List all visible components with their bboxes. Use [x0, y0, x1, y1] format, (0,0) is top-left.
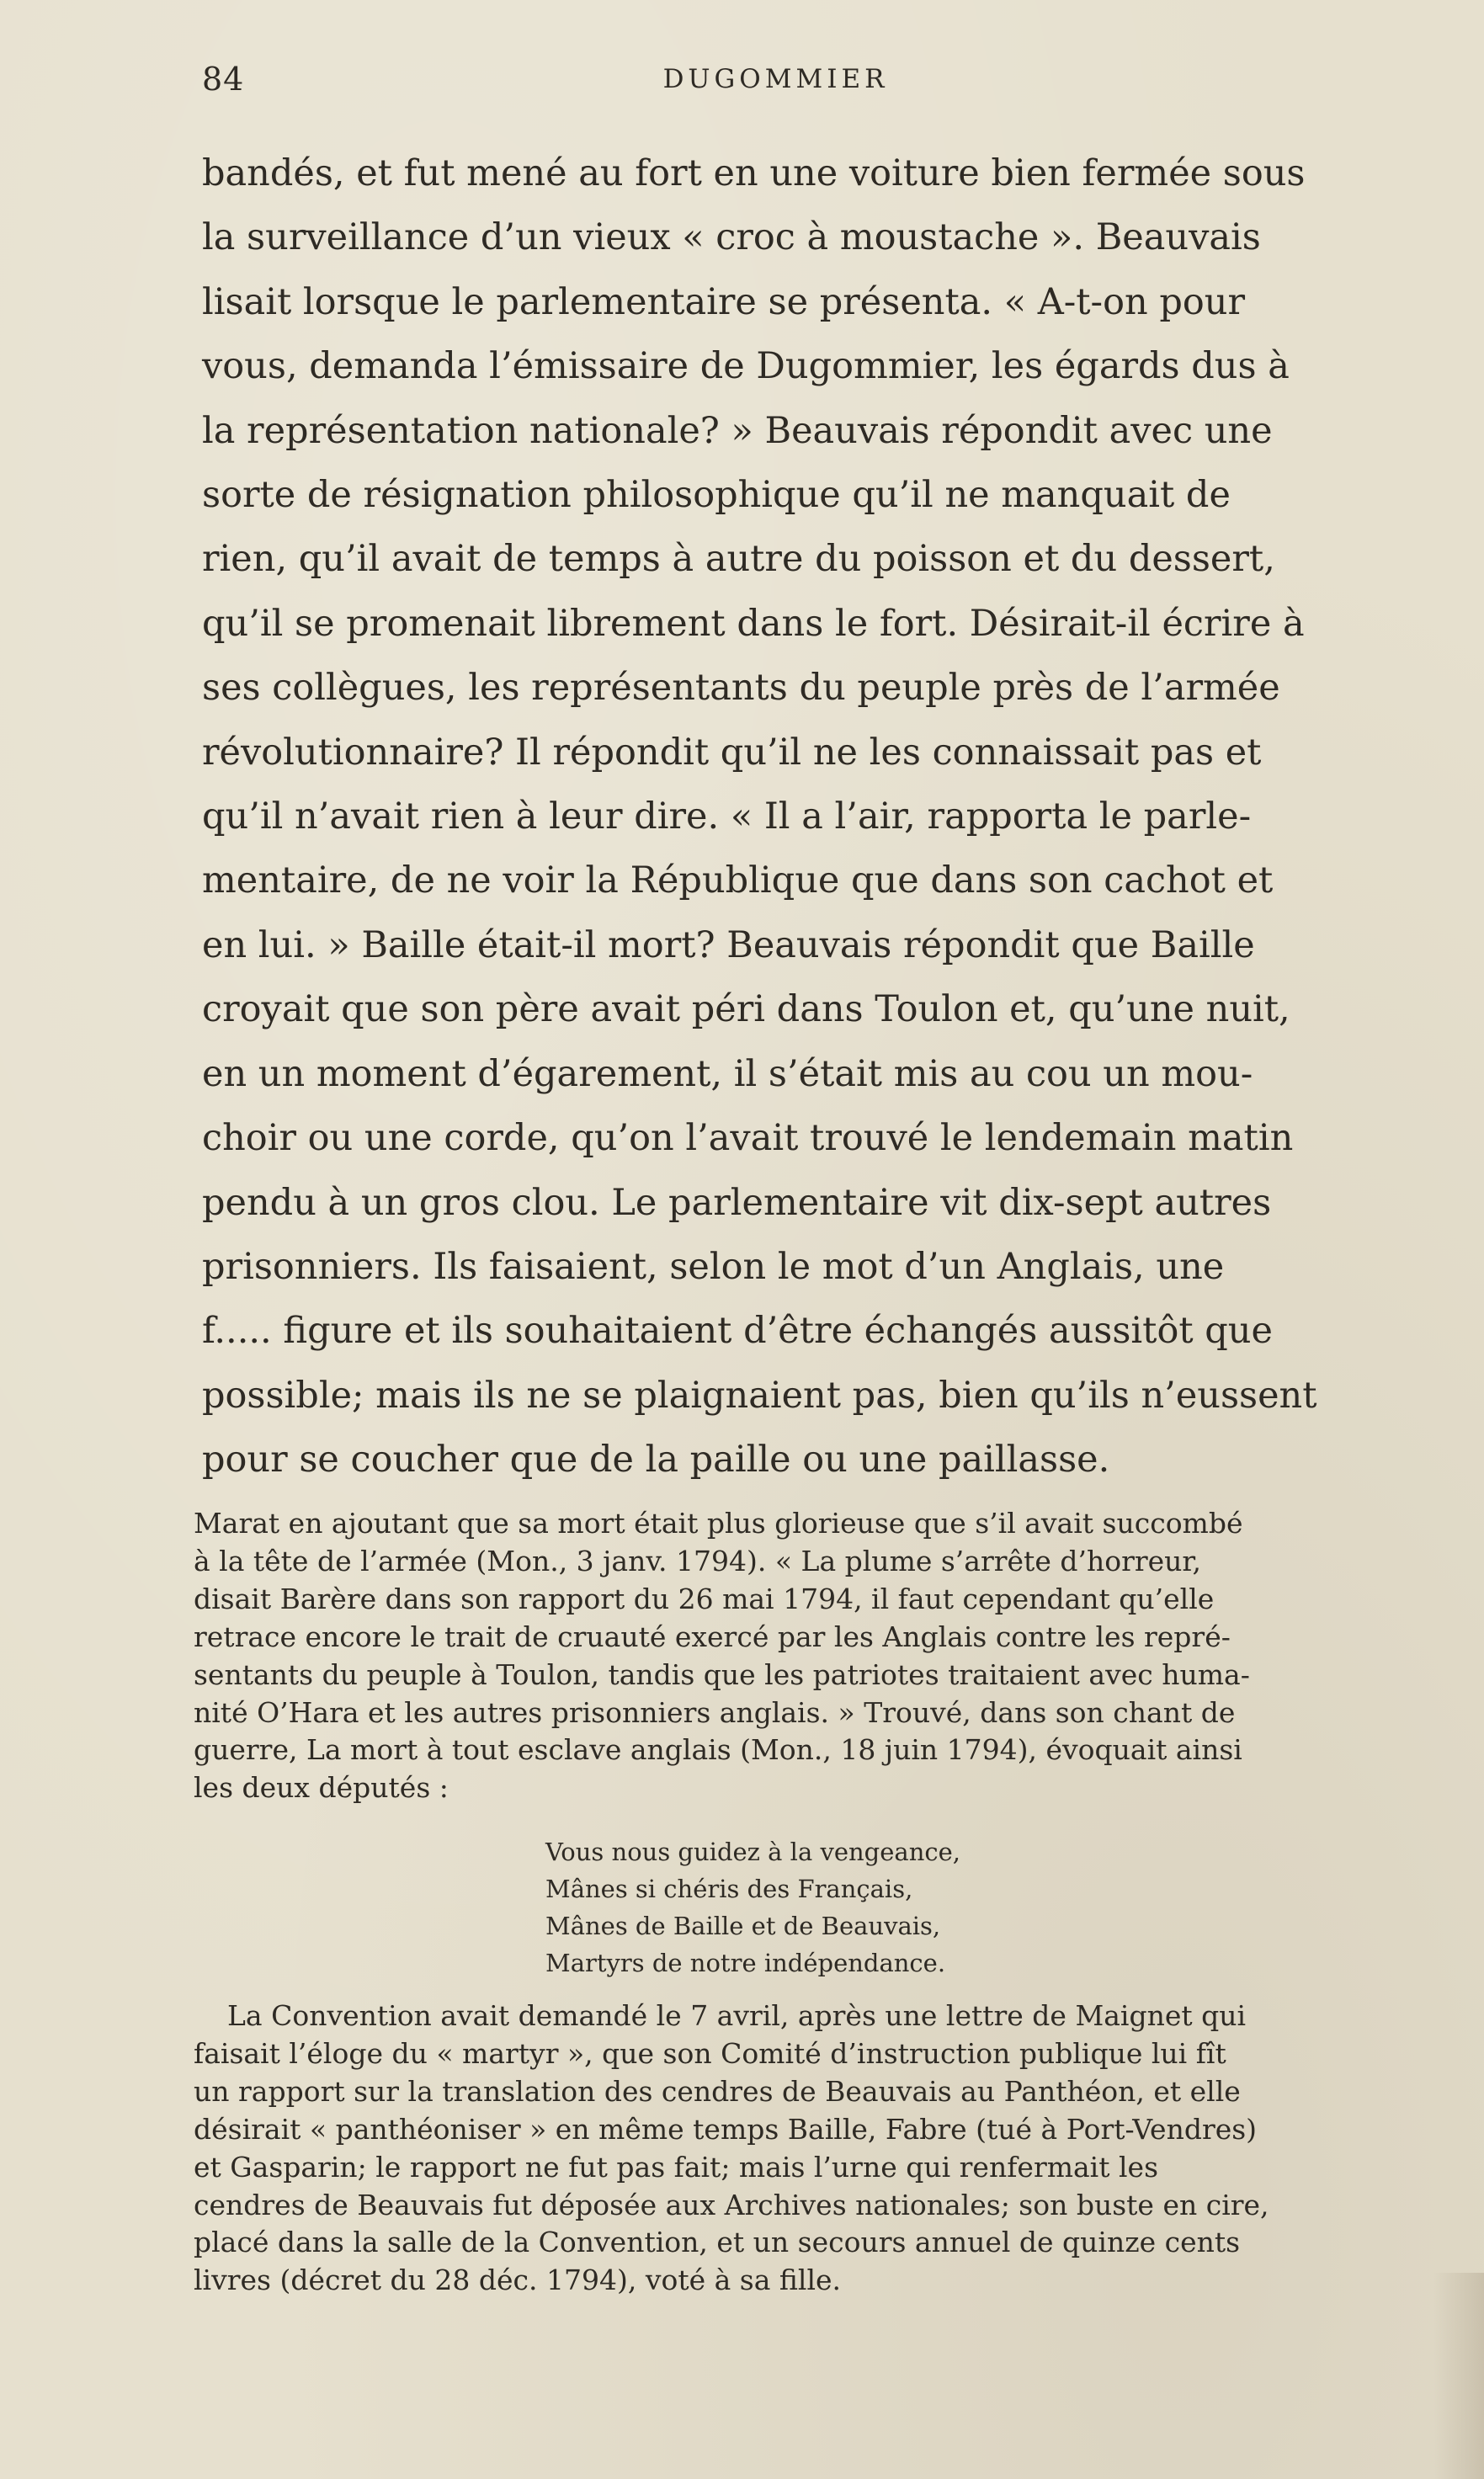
verse-line: Vous nous guidez à la vengeance,: [545, 1838, 960, 1866]
running-title: DUGOMMIER: [662, 64, 889, 94]
body-line: qu’il n’avait rien à leur dire. « Il a l’air, rapporta le parle-: [202, 795, 1252, 838]
body-line: sorte de résignation philosophique qu’il ne manquait de: [202, 474, 1231, 517]
footnote-line: les deux députés :: [194, 1771, 449, 1805]
body-line: la surveillance d’un vieux « croc à moustache ». Beauvais: [202, 216, 1261, 259]
running-head: [202, 61, 1257, 103]
footnote: [194, 1505, 1465, 1807]
page-number: 84: [202, 61, 245, 98]
body-line: f..... figure et ils souhaitaient d’être échangés aussitôt que: [202, 1310, 1273, 1353]
body-line: en lui. » Baille était-il mort? Beauvais répondit que Baille: [202, 923, 1255, 966]
continuation-line: et Gasparin; le rapport ne fut pas fait; mais l’urne qui renfermait les: [194, 2150, 1159, 2184]
body-line: pendu à un gros clou. Le parlementaire vit dix-sept autres: [202, 1181, 1272, 1224]
body-line: ses collègues, les représentants du peuple près de l’armée: [202, 667, 1280, 710]
body-line: la représentation nationale? » Beauvais répondit avec une: [202, 409, 1273, 452]
continuation-line: livres (décret du 28 déc. 1794), voté à sa fille.: [194, 2264, 842, 2297]
verse-line: Mânes de Baille et de Beauvais,: [545, 1912, 941, 1940]
body-line: pour se coucher que de la paille ou une paillasse.: [202, 1439, 1110, 1482]
note-continuation: [194, 1998, 1465, 2300]
continuation-line: un rapport sur la translation des cendres de Beauvais au Panthéon, et elle: [194, 2074, 1241, 2108]
body-line: bandés, et fut mené au fort en une voiture bien fermée sous: [202, 152, 1306, 194]
footnote-line: sentants du peuple à Toulon, tandis que les patriotes traitaient avec huma-: [194, 1657, 1250, 1691]
continuation-line: désirait « panthéoniser » en même temps Baille, Fabre (tué à Port-Vendres): [194, 2112, 1258, 2146]
continuation-line: cendres de Beauvais fut déposée aux Archives nationales; son buste en cire,: [194, 2188, 1269, 2221]
footnote-line: disait Barère dans son rapport du 26 mai 1794, il faut cependant qu’elle: [194, 1582, 1215, 1615]
continuation-line: La Convention avait demandé le 7 avril, après une lettre de Maignet qui: [227, 1999, 1247, 2032]
main-text: [202, 141, 1465, 1492]
verse-quote: [545, 1833, 960, 1982]
body-line: en un moment d’égarement, il s’était mis au cou un mou-: [202, 1052, 1253, 1095]
body-line: prisonniers. Ils faisaient, selon le mot d’un Anglais, une: [202, 1245, 1225, 1288]
verse-line: Martyrs de notre indépendance.: [545, 1949, 946, 1977]
continuation-line: faisait l’éloge du « martyr », que son Comité d’instruction publique lui fît: [194, 2036, 1226, 2070]
body-line: révolutionnaire? Il répondit qu’il ne les connaissait pas et: [202, 731, 1262, 774]
body-line: choir ou une corde, qu’on l’avait trouvé le lendemain matin: [202, 1117, 1294, 1160]
footnote-line: nité O’Hara et les autres prisonniers anglais. » Trouvé, dans son chant de: [194, 1695, 1236, 1729]
footnote-line: retrace encore le trait de cruauté exercé par les Anglais contre les repré-: [194, 1620, 1231, 1653]
body-line: lisait lorsque le parlementaire se présenta. « A-t-on pour: [202, 280, 1246, 323]
footnote-line: guerre, La mort à tout esclave anglais (Mon., 18 juin 1794), évoquait ainsi: [194, 1733, 1242, 1767]
continuation-line: placé dans la salle de la Convention, et un secours annuel de quinze cents: [194, 2226, 1241, 2259]
page-edge-shadow: [1433, 2273, 1484, 2479]
body-line: qu’il se promenait librement dans le fort. Désirait-il écrire à: [202, 602, 1305, 645]
verse-line: Mânes si chéris des Français,: [545, 1875, 913, 1903]
body-line: rien, qu’il avait de temps à autre du poisson et du dessert,: [202, 538, 1275, 581]
footnote-line: à la tête de l’armée (Mon., 3 janv. 1794). « La plume s’arrête d’horreur,: [194, 1544, 1202, 1577]
body-line: croyait que son père avait péri dans Toulon et, qu’une nuit,: [202, 988, 1290, 1031]
body-line: mentaire, de ne voir la République que dans son cachot et: [202, 859, 1274, 902]
body-line: vous, demanda l’émissaire de Dugommier, les égards dus à: [202, 345, 1290, 388]
footnote-line: Marat en ajoutant que sa mort était plus glorieuse que s’il avait succombé: [194, 1507, 1243, 1540]
body-line: possible; mais ils ne se plaignaient pas, bien qu’ils n’eussent: [202, 1374, 1317, 1417]
